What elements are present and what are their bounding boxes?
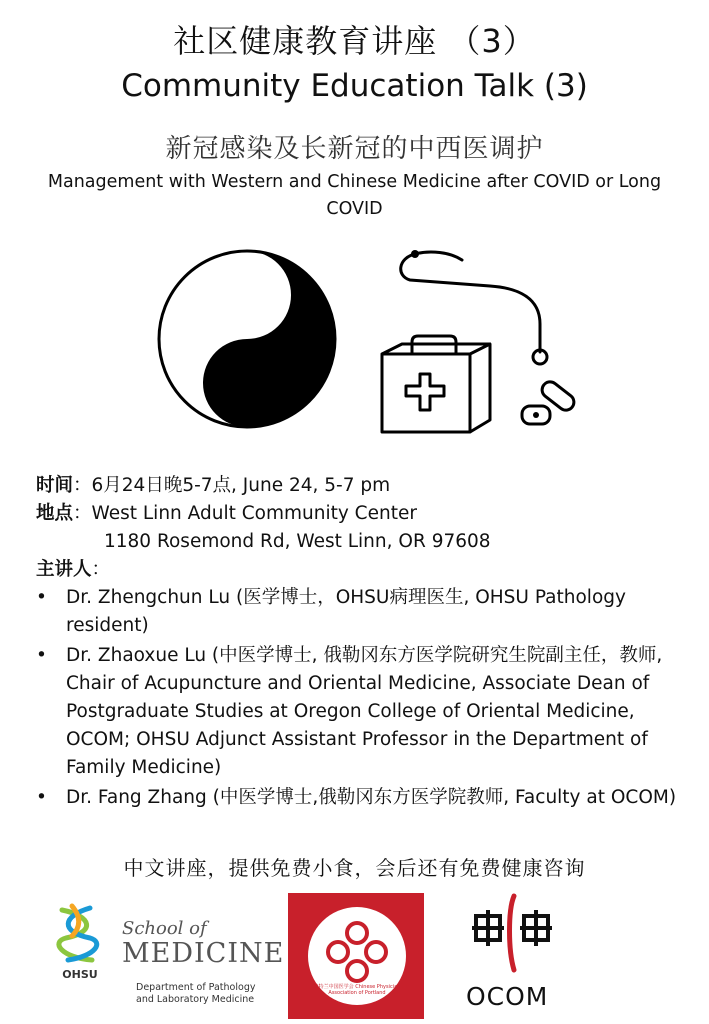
- ocom-label: OCOM: [466, 982, 549, 1011]
- department-text: Department of Pathology and Laboratory Medicine: [136, 982, 256, 1005]
- ocom-logo-icon: [470, 890, 554, 974]
- school-of-text: School of: [122, 918, 207, 939]
- subtitle-chinese: 新冠感染及长新冠的中西医调护: [165, 134, 544, 164]
- time-label: 时间: [36, 475, 74, 496]
- title-english: Community Education Talk (3): [121, 68, 588, 104]
- yin-yang-icon: [156, 248, 338, 430]
- ohsu-label: OHSU: [62, 968, 98, 981]
- chinese-association-logo: [288, 893, 424, 1019]
- time-value: ：6月24日晚5-7点, June 24, 5-7 pm: [73, 475, 391, 496]
- title-chinese: 社区健康教育讲座 （3）: [173, 22, 536, 60]
- ohsu-logo-icon: [52, 902, 106, 966]
- address-line: 1180 Rosemond Rd, West Linn, OR 97608: [104, 531, 491, 552]
- association-name-text: 波特兰中国医学会 Chinese Physician Association of Portland: [313, 984, 401, 996]
- speaker-item: [36, 584, 686, 640]
- bandage-icon: [518, 378, 582, 430]
- bullet-marker: •: [36, 787, 47, 808]
- speakers-heading: 主讲人：: [36, 559, 111, 580]
- speaker-item: [36, 642, 686, 782]
- speaker-text: Dr. Zhaoxue Lu (中医学博士, 俄勒冈东方医学院研究生院副主任，教师, Chair of Acupuncture and Oriental Medicine, Associate Dean of Postgraduate Studies at Oregon College of Oriental Medicine, OCOM; OHSU Adjunct Assistant Professor in the Department of Family Medicine): [66, 645, 663, 778]
- footer-note: 中文讲座，提供免费小食，会后还有免费健康咨询: [123, 856, 586, 880]
- subtitle-english: Management with Western and Chinese Medicine after COVID or Long COVID: [47, 172, 662, 219]
- speaker-item: [36, 784, 686, 812]
- medicine-text: MEDICINE: [122, 938, 285, 969]
- speaker-text: Dr. Zhengchun Lu (医学博士，OHSU病理医生, OHSU Pathology resident): [66, 587, 626, 636]
- bullet-marker: •: [36, 645, 47, 666]
- bullet-marker: •: [36, 587, 47, 608]
- time-line: [36, 472, 390, 499]
- first-aid-kit-icon: [378, 332, 496, 436]
- location-line: [36, 500, 417, 527]
- speakers-label: 主讲人: [36, 559, 92, 580]
- speaker-text: Dr. Fang Zhang (中医学博士,俄勒冈东方医学院教师, Faculty at OCOM): [66, 787, 677, 808]
- location-label: 地点: [36, 503, 74, 524]
- location-value: ：West Linn Adult Community Center: [73, 503, 417, 524]
- knot-emblem-icon: [322, 917, 392, 987]
